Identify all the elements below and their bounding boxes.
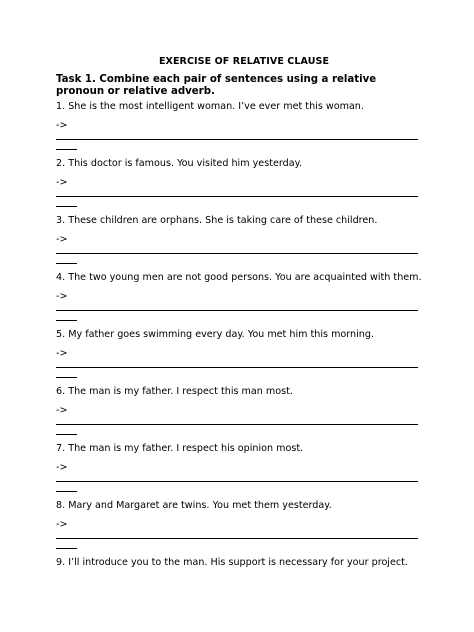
- answer-line-continuation: [56, 206, 77, 207]
- answer-marker: ->: [56, 234, 68, 245]
- exercise-item: [56, 500, 418, 530]
- answer-line: [56, 253, 418, 254]
- exercise-item: [56, 101, 418, 131]
- answer-marker: ->: [56, 348, 68, 359]
- answer-line: [56, 424, 418, 425]
- exercise-prompt: 8. Mary and Margaret are twins. You met them yesterday.: [56, 500, 332, 511]
- exercise-item: [56, 386, 418, 416]
- exercise-prompt: 1. She is the most intelligent woman. I’ve ever met this woman.: [56, 101, 364, 112]
- answer-line: [56, 196, 418, 197]
- exercise-item: [56, 329, 418, 359]
- answer-line-continuation: [56, 548, 77, 549]
- answer-line: [56, 481, 418, 482]
- exercise-item: [56, 215, 418, 245]
- answer-line-continuation: [56, 149, 77, 150]
- exercise-item: [56, 272, 422, 302]
- answer-line: [56, 538, 418, 539]
- answer-marker: ->: [56, 177, 68, 188]
- answer-marker: ->: [56, 462, 68, 473]
- exercise-prompt: 9. I’ll introduce you to the man. His support is necessary for your project.: [56, 557, 408, 568]
- answer-line: [56, 310, 418, 311]
- answer-marker: ->: [56, 120, 68, 131]
- answer-line-continuation: [56, 263, 77, 264]
- answer-line-continuation: [56, 434, 77, 435]
- answer-line: [56, 139, 418, 140]
- exercise-prompt: 6. The man is my father. I respect this man most.: [56, 386, 293, 397]
- exercise-prompt: 5. My father goes swimming every day. You met him this morning.: [56, 329, 375, 340]
- exercise-prompt: 4. The two young men are not good persons. You are acquainted with them.: [56, 272, 422, 283]
- exercise-item: [56, 443, 418, 473]
- exercise-item: [56, 557, 418, 569]
- task-heading: Task 1. Combine each pair of sentences using a relative pronoun or relative adverb.: [56, 74, 377, 97]
- answer-line-continuation: [56, 377, 77, 378]
- exercise-item: [56, 158, 418, 188]
- answer-line-continuation: [56, 491, 77, 492]
- exercise-prompt: 3. These children are orphans. She is taking care of these children.: [56, 215, 378, 226]
- answer-marker: ->: [56, 291, 68, 302]
- answer-marker: ->: [56, 405, 68, 416]
- page-title: EXERCISE OF RELATIVE CLAUSE: [158, 56, 330, 67]
- exercise-prompt: 2. This doctor is famous. You visited him yesterday.: [56, 158, 302, 169]
- answer-line: [56, 367, 418, 368]
- answer-line-continuation: [56, 320, 77, 321]
- answer-marker: ->: [56, 519, 68, 530]
- exercise-prompt: 7. The man is my father. I respect his opinion most.: [56, 443, 304, 454]
